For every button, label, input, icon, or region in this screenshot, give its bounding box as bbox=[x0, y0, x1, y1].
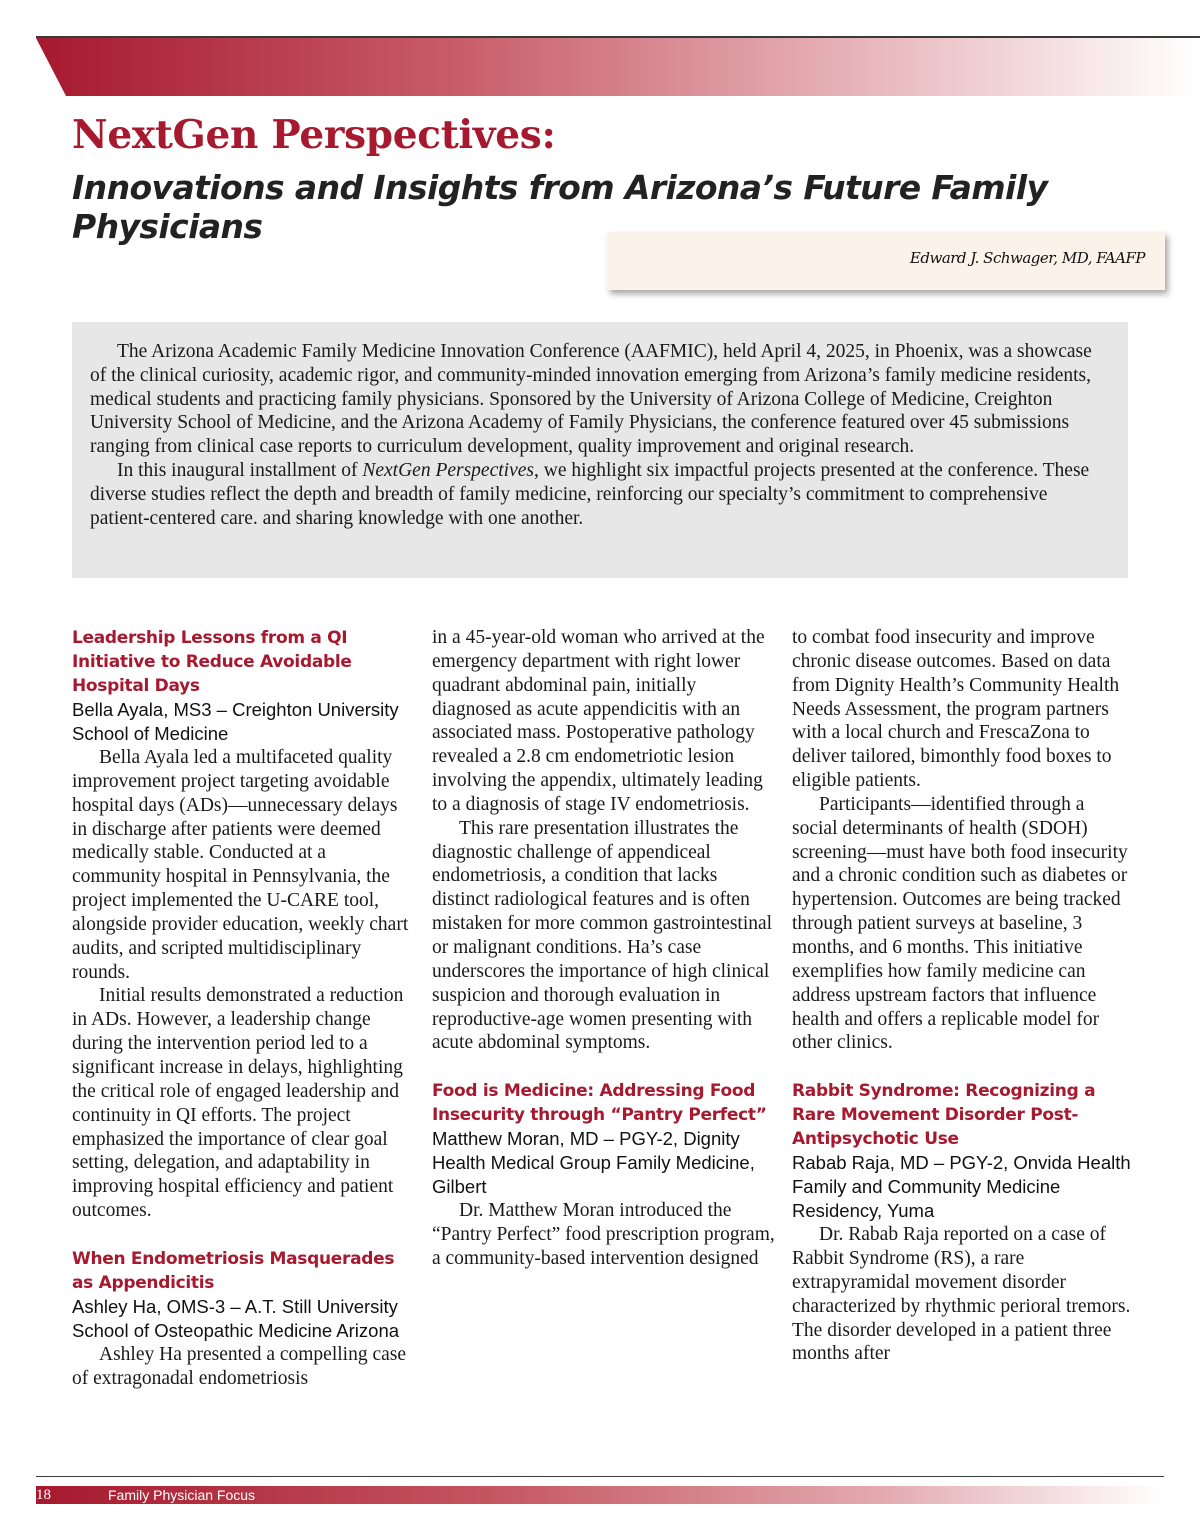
top-rule bbox=[36, 36, 1200, 38]
article-body: Initial results demonstrated a reduction in ADs. However, a leadership change during the intervention period led to a significant increase in delays, highlighting the critical role of engaged leadership and continuity in QI efforts. The project emphasized the importance of clear goal setting, delegation, and adaptability in improving hospital efficiency and patient outcomes. bbox=[72, 985, 404, 1222]
article-heading-endometriosis: When Endometriosis Masquerades as Appendicitis bbox=[72, 1248, 395, 1293]
article-author-endometriosis: Ashley Ha, OMS-3 – A.T. Still University School of Osteopathic Medicine Arizona bbox=[72, 1295, 400, 1341]
byline: Edward J. Schwager, MD, FAAFP bbox=[909, 249, 1145, 267]
article-body: Ashley Ha presented a compelling case of extragonadal endometriosis bbox=[72, 1343, 407, 1389]
series-name: NextGen Perspectives bbox=[362, 459, 534, 481]
article-heading-leadership: Leadership Lessons from a QI Initiative to Reduce Avoidable Hospital Days bbox=[72, 628, 352, 696]
article-heading-food: Food is Medicine: Addressing Food Insecurity through “Pantry Perfect” bbox=[432, 1081, 767, 1126]
article-body: Bella Ayala led a multifaceted quality improvement project targeting avoidable hospital days (ADs)—unnecessary delays in discharge after patients were deemed medically stable. Conducted at a community hospital in Pennsylvania, the project implemented the U-CARE tool, alongside provider education, weekly chart audits, and scripted multidisciplinary rounds. bbox=[72, 747, 409, 983]
intro-paragraph-1: The Arizona Academic Family Medicine Innovation Conference (AAFMIC), held April 4, 2025, in Phoenix, was a showcase of the clinical curiosity, academic rigor, and community-minded innovation emerging from Arizona’s family medicine residents, medical students and practicing family physicians. Sponsored by the University of Arizona College of Medicine, Creighton University School of Medicine, and the Arizona Academy of Family Physicians, the conference featured over 45 submissions ranging from clinical case reports to curriculum development, quality improvement and original research. bbox=[90, 341, 1092, 458]
intro-box bbox=[72, 322, 1128, 578]
column-1 bbox=[72, 626, 417, 1391]
page-number: 18 bbox=[36, 1487, 51, 1503]
footer-rule bbox=[36, 1476, 1164, 1477]
article-body: This rare presentation illustrates the diagnostic challenge of appendiceal endometriosis, a condition that lacks distinct radiological features and is often mistaken for more common gastrointestinal or malignant conditions. Ha’s case underscores the importance of high clinical suspicion and thorough evaluation in reproductive-age women presenting with acute abdominal symptoms. bbox=[432, 817, 773, 1054]
column-3 bbox=[792, 626, 1132, 1366]
article-author-rabbit: Rabab Raja, MD – PGY-2, Onvida Health Family and Community Medicine Residency, Yuma bbox=[792, 1152, 1131, 1222]
article-body: Dr. Rabab Raja reported on a case of Rabbit Syndrome (RS), a rare extrapyramidal movement disorder characterized by rhythmic perioral tremors. The disorder developed in a patient three months after bbox=[792, 1224, 1131, 1365]
article-author-food: Matthew Moran, MD – PGY-2, Dignity Health Medical Group Family Medicine, Gilbert bbox=[432, 1128, 755, 1198]
article-body: Dr. Matthew Moran introduced the “Pantry Perfect” food prescription program, a community-based intervention designed bbox=[432, 1200, 775, 1269]
article-body: Participants—identified through a social determinants of health (SDOH) screening—must have both food insecurity and a chronic condition such as diabetes or hypertension. Outcomes are being tracked through patient surveys at baseline, 3 months, and 6 months. This initiative exemplifies how family medicine can address upstream factors that influence health and offers a replicable model for other clinics. bbox=[792, 793, 1128, 1054]
page-title: NextGen Perspectives: bbox=[72, 112, 556, 158]
column-2 bbox=[432, 626, 778, 1271]
article-author-leadership: Bella Ayala, MS3 – Creighton University School of Medicine bbox=[72, 699, 399, 744]
article-body: in a 45-year-old woman who arrived at the emergency department with right lower quadrant abdominal pain, initially diagnosed as acute appendicitis with an associated mass. Postoperative pathology revealed a 2.8 cm endometriotic lesion involving the appendix, ultimately leading to a diagnosis of stage IV endometriosis. bbox=[432, 627, 765, 815]
publication-name: Family Physician Focus bbox=[108, 1487, 256, 1503]
byline-box bbox=[607, 232, 1165, 290]
intro-paragraph-2: In this inaugural installment of NextGen Perspectives, we highlight six impactful projects presented at the conference. These diverse studies reflect the depth and breadth of family medicine, reinforcing our specialty’s commitment to comprehensive patient-centered care. and sharing knowledge with one another. bbox=[90, 459, 1090, 529]
article-heading-rabbit: Rabbit Syndrome: Recognizing a Rare Movement Disorder Post-Antipsychotic Use bbox=[792, 1081, 1096, 1150]
header-color-band bbox=[36, 38, 1200, 96]
article-body: to combat food insecurity and improve chronic disease outcomes. Based on data from Dignity Health’s Community Health Needs Assessment, the program partners with a local church and FrescaZona to deliver tailored, bimonthly food boxes to eligible patients. bbox=[792, 627, 1120, 792]
page-subtitle: Innovations and Insights from Arizona’s Future Family Physicians bbox=[72, 168, 1048, 246]
